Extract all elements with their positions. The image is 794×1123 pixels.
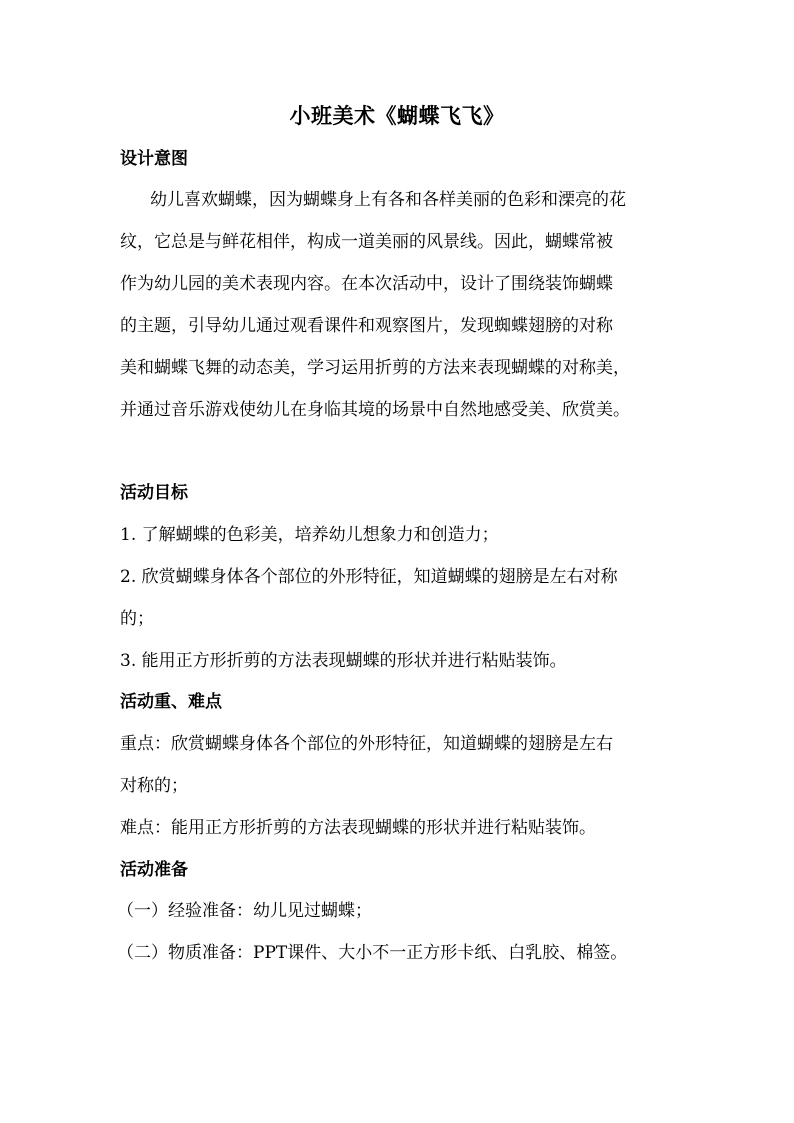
preparation-item: （二）物质准备：PPT课件、大小不一正方形卡纸、白乳胶、棉签。 — [117, 943, 628, 963]
goal-item: 3. 能用正方形折剪的方法表现蝴蝶的形状并进行粘贴装饰。 — [120, 651, 567, 671]
paragraph-line: 作为幼儿园的美术表现内容。在本次活动中，设计了围绕装饰蝴蝶 — [120, 274, 613, 294]
section-heading-design-intent: 设计意图 — [120, 149, 188, 169]
paragraph-line: 美和蝴蝶飞舞的动态美，学习运用折剪的方法来表现蝴蝶的对称美， — [120, 358, 630, 378]
section-heading-key-points: 活动重、难点 — [120, 692, 222, 712]
paragraph-line: 纹，它总是与鲜花相伴，构成一道美丽的风景线。因此，蝴蝶常被 — [120, 232, 613, 252]
goal-item: 2. 欣赏蝴蝶身体各个部位的外形特征，知道蝴蝶的翅膀是左右对称 — [120, 567, 618, 587]
document-title: 小班美术《蝴蝶飞飞》 — [289, 103, 505, 128]
key-point-line: 重点：欣赏蝴蝶身体各个部位的外形特征，知道蝴蝶的翅膀是左右 — [120, 734, 613, 754]
paragraph-line: 并通过音乐游戏使幼儿在身临其境的场景中自然地感受美、欣赏美。 — [120, 400, 630, 420]
preparation-item: （一）经验准备：幼儿见过蝴蝶； — [117, 901, 372, 921]
paragraph-line: 的主题，引导幼儿通过观看课件和观察图片，发现蜘蝶翅膀的对称 — [120, 316, 613, 336]
paragraph-line: 幼儿喜欢蝴蝶，因为蝴蝶身上有各和各样美丽的色彩和溧亮的花 — [150, 190, 626, 210]
section-heading-preparation: 活动准备 — [120, 860, 188, 880]
goal-item-continuation: 的； — [120, 609, 154, 629]
goal-item: 1. 了解蝴蝶的色彩美，培养幼儿想象力和创造力； — [120, 525, 499, 545]
key-point-line: 对称的； — [120, 776, 188, 796]
section-heading-goals: 活动目标 — [120, 483, 188, 503]
difficulty-line: 难点：能用正方形折剪的方法表现蝴蝶的形状并进行粘贴装饰。 — [120, 818, 596, 838]
